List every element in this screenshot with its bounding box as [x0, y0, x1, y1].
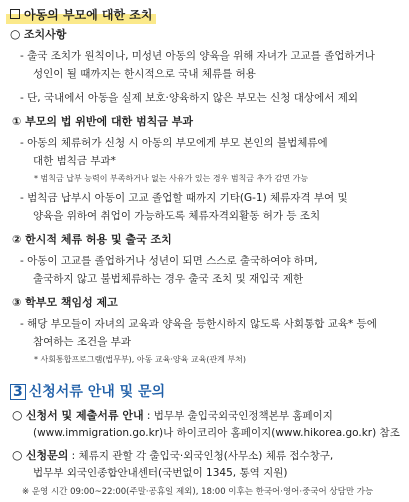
section3-heading	[10, 381, 165, 401]
contact-text1: : 체류지 관할 각 출입국·외국인청(사무소) 체류 접수창구,	[68, 450, 334, 462]
docs-label: 신청서 및 제출서류 안내	[25, 409, 144, 422]
item3-heading: ③ 학부모 책임성 제고	[12, 296, 118, 309]
section3-number: 3	[10, 384, 26, 400]
contact-text2: 법무부 외국인종합안내센터(국번없이 1345, 통역 지원)	[33, 467, 288, 479]
item2-line1: - 아동이 고교를 졸업하거나 성년이 되면 스스로 출국하여야 하며,	[20, 255, 318, 267]
general-heading-row	[10, 27, 66, 42]
item2-heading: ② 한시적 체류 허용 및 출국 조치	[12, 233, 172, 246]
item1-line3: - 범칙금 납부시 아동이 고교 졸업할 때까지 기타(G-1) 체류자격 부여 및	[20, 192, 348, 204]
item1-line4: 양육을 위하여 취업이 가능하도록 체류자격외활동 허가 등 조치	[33, 210, 321, 222]
docs-text2: (www.immigration.go.kr)나 하이코리아 홈페이지(www.hikorea.go.kr) 참조	[33, 427, 400, 439]
item1-line2: 대한 범칙금 부과*	[33, 155, 116, 167]
contact-row	[12, 448, 333, 463]
circle-bullet-icon: ○	[10, 27, 21, 41]
contact-label: 신청문의	[25, 449, 69, 462]
section-title	[6, 6, 156, 24]
item1-heading: ① 부모의 법 위반에 대한 범칙금 부과	[12, 115, 194, 128]
circle-bullet-icon: ○	[12, 448, 23, 462]
item3-line1: - 해당 부모들이 자녀의 교육과 양육을 등한시하지 않도록 사회통합 교육* 등에	[20, 318, 377, 330]
circle-bullet-icon: ○	[12, 408, 23, 422]
section3-title: 신청서류 안내 및 문의	[28, 384, 166, 400]
checkbox-square-icon	[10, 9, 20, 19]
section-title-text: 아동의 부모에 대한 조치	[24, 8, 153, 22]
docs-text1: : 법무부 출입국외국인정책본부 홈페이지	[143, 410, 333, 422]
item2-line2: 출국하지 않고 불법체류하는 경우 출국 조치 및 재입국 제한	[33, 273, 304, 285]
docs-row	[12, 408, 333, 423]
general-heading: 조치사항	[23, 28, 67, 41]
item3-line2: 참여하는 조건을 부과	[33, 336, 131, 348]
item1-note: * 범칙금 납부 능력이 부족하거나 없는 사유가 있는 경우 범칙금 추가 감면 가능	[34, 174, 309, 183]
general-bullet1-line1: - 출국 조치가 원칙이나, 미성년 아동의 양육을 위해 자녀가 고교를 졸업하거나	[20, 50, 375, 62]
item1-line1: - 아동의 체류허가 신청 시 아동의 부모에게 부모 본인의 불법체류에	[20, 137, 328, 149]
general-bullet1-line2: 성인이 될 때까지는 한시적으로 국내 체류를 허용	[33, 68, 256, 80]
general-bullet2: - 단, 국내에서 아동을 실제 보호·양육하지 않은 부모는 신청 대상에서 제외	[20, 92, 358, 104]
item3-note: * 사회통합프로그램(법무부), 아동 교육·양육 교육(관계 부처)	[34, 355, 247, 364]
footer-note: ※ 운영 시간 09:00~22:00(주말·공휴일 제외), 18:00 이후는 한국어·영어·중국어 상담만 가능	[22, 487, 374, 497]
